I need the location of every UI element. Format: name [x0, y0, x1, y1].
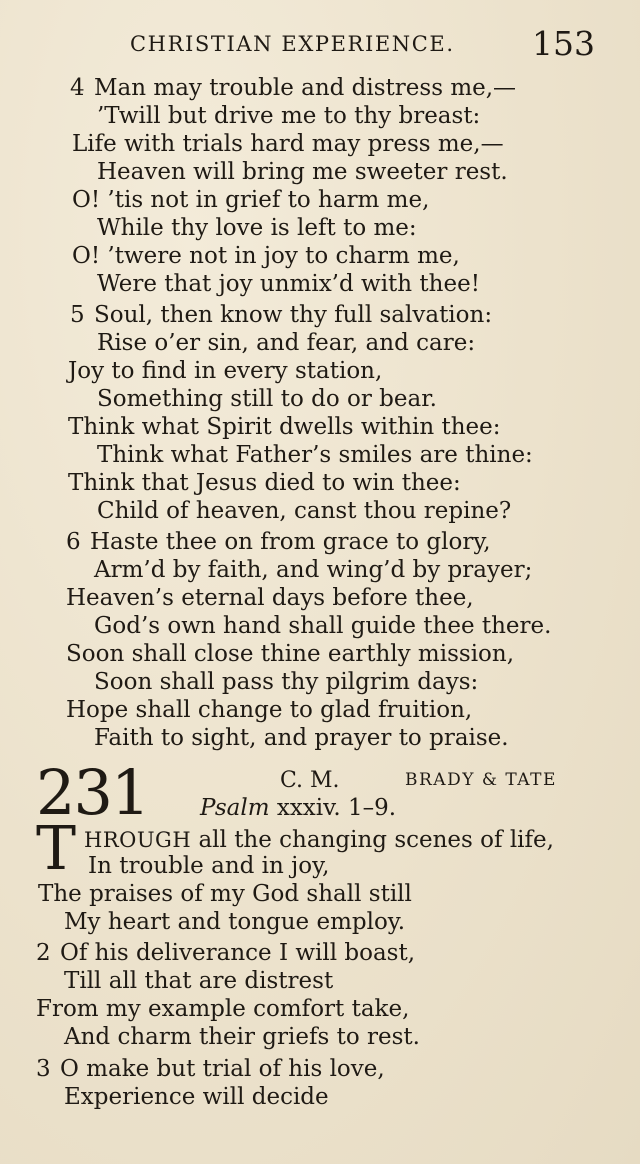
stanza-line: 5 Soul, then know thy full salvation: [70, 302, 493, 328]
stanza-line: While thy love is left to me: [97, 215, 417, 241]
page-number: 153 [532, 24, 595, 63]
page-header [0, 24, 640, 70]
stanza-line: God’s own hand shall guide thee there. [94, 613, 552, 639]
stanza-line: Something still to do or bear. [97, 386, 437, 412]
stanza-line: Think that Jesus died to win thee: [68, 470, 461, 496]
stanza-line: Heaven will bring me sweeter rest. [97, 159, 508, 185]
hymn-meter: C. M. [280, 768, 340, 793]
stanza-number: 5 [70, 302, 85, 328]
stanza-line: Faith to sight, and prayer to praise. [94, 725, 509, 751]
stanza-line: Rise o’er sin, and fear, and care: [97, 330, 476, 356]
stanza-line: My heart and tongue employ. [64, 909, 406, 935]
stanza-line: Think what Spirit dwells within thee: [68, 414, 501, 440]
stanza-line: Were that joy unmix’d with thee! [97, 271, 480, 297]
stanza-line: From my example comfort take, [36, 996, 410, 1022]
stanza-line: Life with trials hard may press me,— [72, 131, 504, 157]
hymn-authors: BRADY & TATE [405, 770, 557, 790]
stanza-line: HROUGH all the changing scenes of life, [84, 827, 554, 853]
stanza-number: 3 [36, 1056, 51, 1082]
stanza-line: Soon shall close thine earthly mission, [66, 641, 515, 667]
stanza-number: 4 [70, 75, 85, 101]
stanza-line: Experience will decide [64, 1084, 329, 1110]
stanza-line: 4 Man may trouble and distress me,— [70, 75, 517, 101]
stanza-line: Heaven’s eternal days before thee, [66, 585, 474, 611]
running-head: CHRISTIAN EXPERIENCE. [130, 32, 455, 56]
first-word-rest: HROUGH [84, 828, 192, 852]
stanza-line: The praises of my God shall still [38, 881, 412, 907]
stanza-line: O! ’twere not in joy to charm me, [72, 243, 460, 269]
stanza-line: 3 O make but trial of his love, [36, 1056, 385, 1082]
stanza-line: 6 Haste thee on from grace to glory, [66, 529, 491, 555]
stanza-line: ’Twill but drive me to thy breast: [97, 103, 481, 129]
stanza-number: 6 [66, 529, 81, 555]
stanza-line: And charm their griefs to rest. [64, 1024, 420, 1050]
hymn-number: 231 [36, 756, 149, 829]
scripture-ref: xxxiv. 1–9. [276, 795, 397, 821]
stanza-line: Child of heaven, canst thou repine? [97, 498, 512, 524]
stanza-number: 2 [36, 940, 51, 966]
stanza-line: Soon shall pass thy pilgrim days: [94, 669, 479, 695]
stanza-line: In trouble and in joy, [88, 853, 330, 879]
scripture-book: Psalm [200, 795, 270, 821]
stanza-line: O! ’tis not in grief to harm me, [72, 187, 430, 213]
stanza-line: Hope shall change to glad fruition, [66, 697, 473, 723]
drop-cap: T [36, 814, 77, 884]
stanza-line: Till all that are distrest [64, 968, 334, 994]
stanza-line: 2 Of his deliverance I will boast, [36, 940, 416, 966]
stanza-line: Joy to find in every station, [68, 358, 383, 384]
stanza-line: Think what Father’s smiles are thine: [97, 442, 533, 468]
stanza-line: Arm’d by faith, and wing’d by prayer; [94, 557, 533, 583]
scripture-reference [200, 795, 396, 821]
